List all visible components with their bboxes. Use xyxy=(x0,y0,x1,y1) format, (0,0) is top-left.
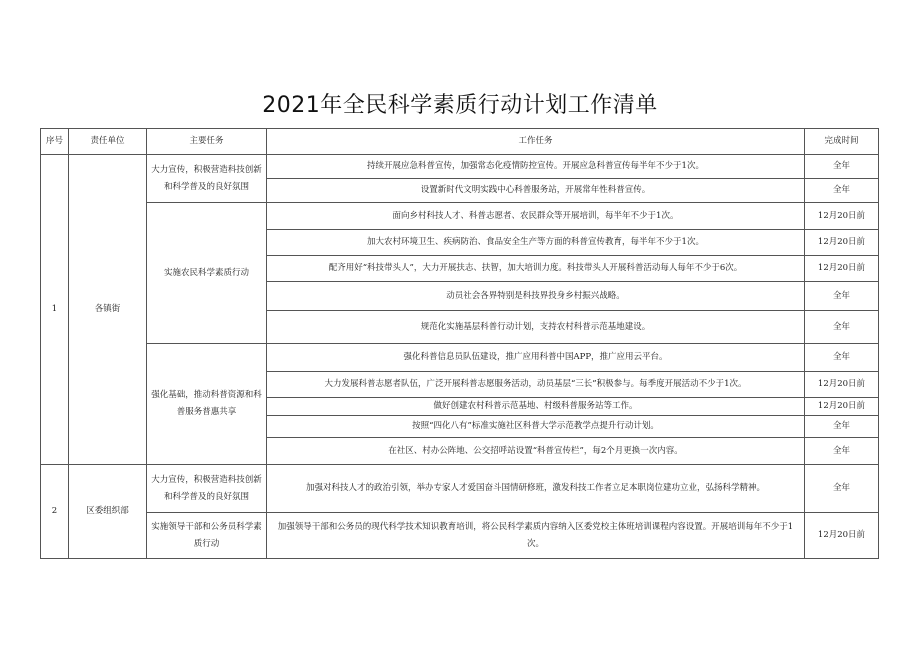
row-main-task: 大力宣传，积极营造科技创新和科学普及的良好氛围 xyxy=(147,465,267,513)
header-unit: 责任单位 xyxy=(69,129,147,155)
row-work-task: 按照“四化八有”标准实施社区科普大学示范教学点提升行动计划。 xyxy=(267,416,805,438)
row-no: 2 xyxy=(41,465,69,559)
table-header-row xyxy=(41,129,879,155)
row-work-task: 加强领导干部和公务员的现代科学技术知识教育培训，将公民科学素质内容纳入区委党校主体班培训课程内容设置。开展培训每年不少于1次。 xyxy=(267,513,805,559)
row-main-task: 实施农民科学素质行动 xyxy=(147,203,267,344)
row-deadline: 12月20日前 xyxy=(805,203,879,230)
row-deadline: 全年 xyxy=(805,311,879,344)
row-main-task: 大力宣传，积极营造科技创新和科学普及的良好氛围 xyxy=(147,155,267,203)
row-main-task: 实施领导干部和公务员科学素质行动 xyxy=(147,513,267,559)
header-main-task: 主要任务 xyxy=(147,129,267,155)
table-row xyxy=(41,155,879,179)
row-work-task: 设置新时代文明实践中心科普服务站，开展常年性科普宣传。 xyxy=(267,179,805,203)
header-deadline: 完成时间 xyxy=(805,129,879,155)
table-row xyxy=(41,203,879,230)
row-work-task: 配齐用好“科技带头人”，大力开展扶志、扶智，加大培训力度。科技带头人开展科普活动每人每年不少于6次。 xyxy=(267,256,805,282)
row-deadline: 12月20日前 xyxy=(805,230,879,256)
row-work-task: 做好创建农村科普示范基地、村级科普服务站等工作。 xyxy=(267,398,805,416)
row-work-task: 加强对科技人才的政治引领，举办专家人才爱国奋斗国情研修班，激发科技工作者立足本职岗位建功立业，弘扬科学精神。 xyxy=(267,465,805,513)
row-no: 1 xyxy=(41,155,69,465)
row-deadline: 全年 xyxy=(805,179,879,203)
row-work-task: 动员社会各界特别是科技界投身乡村振兴战略。 xyxy=(267,282,805,311)
table-row xyxy=(41,465,879,513)
work-list-table xyxy=(40,128,879,559)
row-deadline: 全年 xyxy=(805,416,879,438)
row-work-task: 加大农村环境卫生、疾病防治、食品安全生产等方面的科普宣传教育，每半年不少于1次。 xyxy=(267,230,805,256)
table-row xyxy=(41,513,879,559)
row-work-task: 持续开展应急科普宣传，加强常态化疫情防控宣传。开展应急科普宣传每半年不少于1次。 xyxy=(267,155,805,179)
row-deadline: 全年 xyxy=(805,438,879,465)
row-work-task: 强化科普信息员队伍建设，推广应用科普中国APP，推广应用云平台。 xyxy=(267,344,805,372)
row-work-task: 在社区、村办公阵地、公交招呼站设置“科普宣传栏”，每2个月更换一次内容。 xyxy=(267,438,805,465)
row-work-task: 大力发展科普志愿者队伍，广泛开展科普志愿服务活动，动员基层“三长”积极参与。每季度开展活动不少于1次。 xyxy=(267,372,805,398)
header-no: 序号 xyxy=(41,129,69,155)
row-deadline: 12月20日前 xyxy=(805,513,879,559)
page-title: 2021年全民科学素质行动计划工作清单 xyxy=(262,93,658,118)
row-work-task: 规范化实施基层科普行动计划，支持农村科普示范基地建设。 xyxy=(267,311,805,344)
row-unit: 区委组织部 xyxy=(69,465,147,559)
header-work-task: 工作任务 xyxy=(267,129,805,155)
table-row xyxy=(41,344,879,372)
row-unit: 各镇街 xyxy=(69,155,147,465)
row-deadline: 全年 xyxy=(805,155,879,179)
row-deadline: 12月20日前 xyxy=(805,398,879,416)
row-deadline: 全年 xyxy=(805,344,879,372)
row-main-task: 强化基础，推动科普资源和科普服务普惠共享 xyxy=(147,344,267,465)
row-deadline: 12月20日前 xyxy=(805,256,879,282)
row-deadline: 全年 xyxy=(805,282,879,311)
row-deadline: 12月20日前 xyxy=(805,372,879,398)
row-deadline: 全年 xyxy=(805,465,879,513)
row-work-task: 面向乡村科技人才、科普志愿者、农民群众等开展培训，每半年不少于1次。 xyxy=(267,203,805,230)
